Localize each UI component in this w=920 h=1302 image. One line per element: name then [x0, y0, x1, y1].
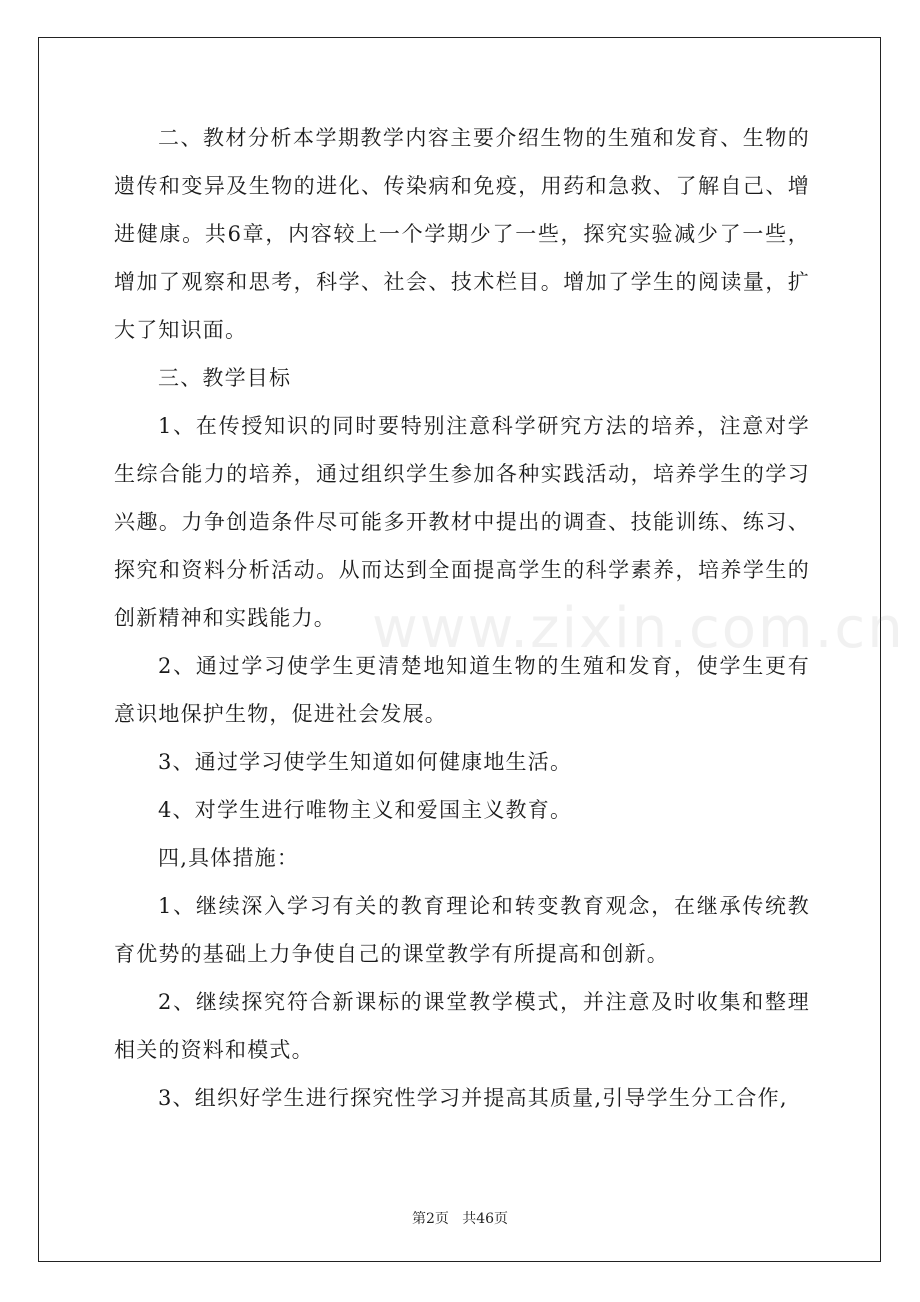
- paragraph-goal-2: 2、通过学习使学生更清楚地知道生物的生殖和发育，使学生更有意识地保护生物，促进社会发展。: [114, 654, 810, 726]
- heading-teaching-goals: 三、教学目标: [158, 366, 292, 390]
- page-footer: 第2页 共46页: [411, 1211, 509, 1227]
- paragraph-measure-2: 2、继续探究符合新课标的课堂教学模式，并注意及时收集和整理相关的资料和模式。: [114, 990, 810, 1062]
- paragraph-goal-1: 1、在传授知识的同时要特别注意科学研究方法的培养，注意对学生综合能力的培养，通过组织学生参加各种实践活动，培养学生的学习兴趣。力争创造条件尽可能多开教材中提出的调查、技能训练、练习、探究和资料分析活动。从而达到全面提高学生的科学素养，培养学生的创新精神和实践能力。: [114, 414, 810, 630]
- paragraph-measure-1: 1、继续深入学习有关的教育理论和转变教育观念，在继承传统教育优势的基础上力争使自己的课堂教学有所提高和创新。: [114, 894, 810, 966]
- paragraph-measure-3: 3、组织好学生进行探究性学习并提高其质量,引导学生分工合作,: [158, 1086, 788, 1110]
- paragraph-textbook-analysis: 二、教材分析本学期教学内容主要介绍生物的生殖和发育、生物的遗传和变异及生物的进化、传染病和免疫，用药和急救、了解自己、增进健康。共6章，内容较上一个学期少了一些，探究实验减少了一些，增加了观察和思考，科学、社会、技术栏目。增加了学生的阅读量，扩大了知识面。: [114, 126, 810, 342]
- heading-measures: 四,具体措施：: [158, 846, 300, 870]
- paragraph-goal-4: 4、对学生进行唯物主义和爱国主义教育。: [158, 798, 573, 822]
- watermark: www.zixin.com.cn: [372, 596, 905, 661]
- paragraph-goal-3: 3、通过学习使学生知道如何健康地生活。: [158, 750, 573, 774]
- document-body: [114, 114, 810, 1122]
